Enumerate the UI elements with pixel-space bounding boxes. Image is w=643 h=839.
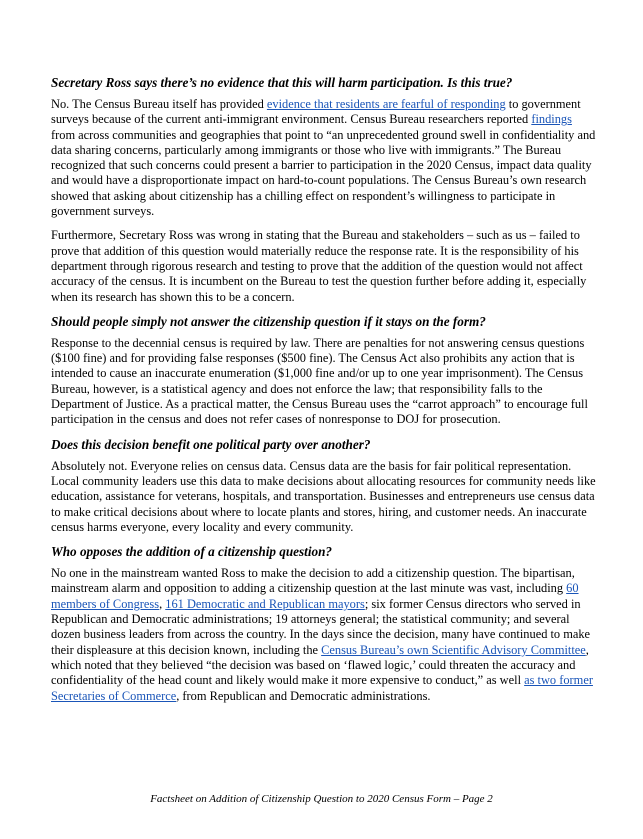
link-scientific-advisory-committee[interactable]: Census Bureau’s own Scientific Advisory Committee (321, 642, 586, 657)
section-heading: Secretary Ross says there’s no evidence that this will harm participation. Is this true? (51, 75, 513, 90)
paragraph: Furthermore, Secretary Ross was wrong in stating that the Bureau and stakeholders – such as us – failed to prove that addition of this question would materially reduce the response rate. It is the responsibility of his department through rigorous research and testing to prove that the addition of the question would not affect accuracy of the census. It is incumbent on the Bureau to test the question further before adding it, especially when its research has shown this to be a concern. (51, 228, 587, 304)
section-political-party (51, 437, 596, 535)
link-members-of-congress[interactable]: 60 members of Congress (51, 581, 579, 611)
page-footer: Factsheet on Addition of Citizenship Question to 2020 Census Form – Page 2 (150, 793, 493, 805)
document-body (51, 75, 596, 713)
paragraph: Response to the decennial census is required by law. There are penalties for not answering census questions ($100 fine) and for providing false responses ($500 fine). The Census Act also prohibits any action that is intended to cause an inaccurate enumeration ($1,000 fine and/or up to one year imprisonment). The Census Bureau, however, is a statistical agency and does not enforce the law; that responsibility falls to the Department of Justice. As a practical matter, the Census Bureau uses the “carrot approach” to encourage full participation in the census and does not refer cases of nonresponse to DOJ for prosecution. (51, 335, 588, 427)
section-heading: Does this decision benefit one political party over another? (51, 436, 371, 452)
section-penalties (51, 314, 596, 428)
link-former-secretaries-of-commerce[interactable]: as two former Secretaries of Commerce (51, 673, 593, 703)
section-heading: Should people simply not answer the citizenship question if it stays on the form? (51, 313, 486, 329)
section-opposition (51, 544, 596, 704)
paragraph: Absolutely not. Everyone relies on census data. Census data are the basis for fair political representation. Local community leaders use this data to make decisions about allocating resources for community needs like education, assistance for veterans, hospitals, and transportation. Businesses and entrepreneurs use census data to make critical decisions about where to locate plants and stores, hiring, and customer needs. An inaccurate census harms everyone, every locality and every community. (51, 458, 596, 534)
paragraph: No one in the mainstream wanted Ross to make the decision to add a citizenship question. The bipartisan, mainstream alarm and opposition to adding a citizenship question at the last minute was vast, including 60 members of Congress, 161 Democratic and Republican mayors; six former Census directors who served in Republican and Democratic administrations; 19 attorneys general; the statistical community; and several dozen business leaders from across the country. In the days since the decision, many have continued to make their displeasure at this decision known, including the Census Bureau’s own Scientific Advisory Committee, which noted that they believed “the decision was based on ‘flawed logic,’ could threaten the accuracy and confidentiality of the head count and likely would make it more expensive to conduct,” as well as two former Secretaries of Commerce, from Republican and Democratic administrations. (51, 566, 593, 703)
section-evidence (51, 75, 596, 305)
link-findings[interactable]: findings (531, 112, 572, 127)
link-mayors[interactable]: 161 Democratic and Republican mayors (165, 596, 365, 611)
section-heading: Who opposes the addition of a citizenship question? (51, 544, 333, 560)
paragraph: No. The Census Bureau itself has provided evidence that residents are fearful of responding to government surveys because of the current anti-immigrant environment. Census Bureau researchers reported findings from across communities and geographies that point to “an unprecedented ground swell in confidentiality and data sharing concerns, particularly among immigrants or those who live with immigrants.” The Bureau recognized that such concerns could present a barrier to participation in the 2020 Census, impact data quality and would have a disproportionate impact on hard-to-count populations. The Census Bureau’s own research showed that asking about citizenship has a chilling effect on respondent’s willingness to participate in government surveys. (51, 97, 596, 219)
link-evidence-fearful[interactable]: evidence that residents are fearful of responding (266, 97, 506, 111)
